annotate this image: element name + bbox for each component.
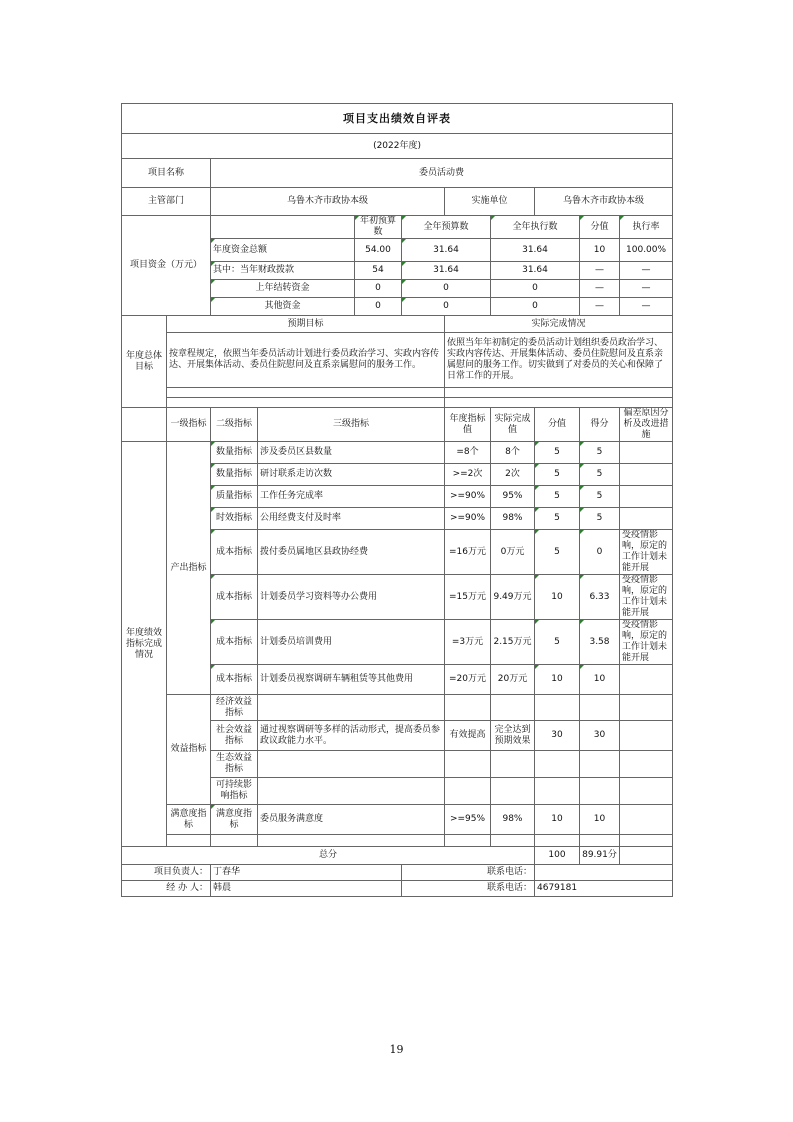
funds-cell: — xyxy=(620,280,673,298)
project-name: 委员活动费 xyxy=(211,159,673,188)
funds-cell: 0 xyxy=(402,298,491,316)
total-got: 89.91分 xyxy=(580,847,620,865)
score-value: 5 xyxy=(535,530,580,575)
ind-header-got: 得分 xyxy=(580,408,620,442)
phone-label: 联系电话： xyxy=(402,865,535,881)
funds-label: 项目资金（万元） xyxy=(122,216,211,316)
actual-value: 98% xyxy=(491,805,535,835)
actual-value xyxy=(491,695,535,721)
funds-header-exec: 全年执行数 xyxy=(491,216,580,239)
l2-label: 满意度指标 xyxy=(211,805,258,835)
target-value: >=95% xyxy=(445,805,491,835)
l3-label: 涉及委员区县数量 xyxy=(258,442,445,464)
impl-unit-value: 乌鲁木齐市政协本级 xyxy=(535,188,673,216)
l2-label: 可持续影响指标 xyxy=(211,778,258,805)
funds-cell: 0 xyxy=(491,280,580,298)
actual-value xyxy=(491,778,535,805)
actual-value: 2.15万元 xyxy=(491,620,535,665)
got-value: 3.58 xyxy=(580,620,620,665)
funds-header-full: 全年预算数 xyxy=(402,216,491,239)
got-value xyxy=(580,695,620,721)
evaluation-sheet xyxy=(121,103,672,893)
funds-cell: — xyxy=(580,298,620,316)
funds-cell: — xyxy=(620,298,673,316)
l2-label: 数量指标 xyxy=(211,464,258,486)
got-value: 5 xyxy=(580,442,620,464)
l3-label: 研讨联系走访次数 xyxy=(258,464,445,486)
funds-row-label: 其他资金 xyxy=(211,298,355,316)
expected-goal-text: 按章程规定，依照当年委员活动计划进行委员政治学习、实政内容传达、开展集体活动、委员住院慰问及直系亲属慰问的服务工作。 xyxy=(167,333,445,388)
funds-cell: 31.64 xyxy=(402,262,491,280)
deviation-note xyxy=(620,805,673,835)
got-value: 10 xyxy=(580,665,620,695)
target-value: >=90% xyxy=(445,508,491,530)
funds-cell: 31.64 xyxy=(491,262,580,280)
l2-label: 成本指标 xyxy=(211,620,258,665)
funds-row-label: 年度资金总额 xyxy=(211,239,355,262)
target-value xyxy=(445,751,491,778)
funds-cell: 54.00 xyxy=(355,239,402,262)
l2-label: 生态效益指标 xyxy=(211,751,258,778)
phone2-value: 4679181 xyxy=(535,881,673,897)
benefit-indicator-label: 效益指标 xyxy=(167,695,211,805)
l2-label: 成本指标 xyxy=(211,530,258,575)
handler-name: 韩晨 xyxy=(211,881,402,897)
funds-cell: 54 xyxy=(355,262,402,280)
l3-label xyxy=(258,695,445,721)
funds-row-label: 其中：当年财政拨款 xyxy=(211,262,355,280)
dept-value: 乌鲁木齐市政协本级 xyxy=(211,188,445,216)
target-value xyxy=(445,695,491,721)
ind-header-target: 年度指标值 xyxy=(445,408,491,442)
got-value: 5 xyxy=(580,486,620,508)
project-name-label: 项目名称 xyxy=(122,159,211,188)
l2-label: 经济效益指标 xyxy=(211,695,258,721)
got-value: 0 xyxy=(580,530,620,575)
satisfaction-indicator-label: 满意度指标 xyxy=(167,805,211,835)
ind-header-actual: 实际完成值 xyxy=(491,408,535,442)
actual-value: 完全达到预期效果 xyxy=(491,721,535,751)
deviation-note xyxy=(620,508,673,530)
actual-value: 2次 xyxy=(491,464,535,486)
funds-cell: — xyxy=(580,280,620,298)
funds-row-label: 上年结转资金 xyxy=(211,280,355,298)
l3-label: 计划委员视察调研车辆租赁等其他费用 xyxy=(258,665,445,695)
got-value: 5 xyxy=(580,508,620,530)
funds-cell: — xyxy=(580,262,620,280)
deviation-note xyxy=(620,486,673,508)
got-value: 5 xyxy=(580,464,620,486)
phone-value xyxy=(535,865,673,881)
got-value: 10 xyxy=(580,805,620,835)
l2-label: 时效指标 xyxy=(211,508,258,530)
funds-cell: 0 xyxy=(491,298,580,316)
funds-cell: — xyxy=(620,262,673,280)
target-value: >=90% xyxy=(445,486,491,508)
actual-value: 95% xyxy=(491,486,535,508)
output-indicator-label: 产出指标 xyxy=(167,442,211,695)
total-label: 总分 xyxy=(122,847,535,865)
target-value: 有效提高 xyxy=(445,721,491,751)
target-value: =8个 xyxy=(445,442,491,464)
ind-header-note: 偏差原因分析及改进措施 xyxy=(620,408,673,442)
target-value: =3万元 xyxy=(445,620,491,665)
page-number: 19 xyxy=(389,1043,404,1056)
actual-value: 20万元 xyxy=(491,665,535,695)
score-value xyxy=(535,751,580,778)
l3-label: 工作任务完成率 xyxy=(258,486,445,508)
expected-goal-label: 预期目标 xyxy=(167,316,445,333)
funds-cell: 31.64 xyxy=(402,239,491,262)
actual-value: 8个 xyxy=(491,442,535,464)
form-title: 项目支出绩效自评表 xyxy=(122,104,673,134)
score-value: 10 xyxy=(535,805,580,835)
actual-value: 0万元 xyxy=(491,530,535,575)
got-value: 30 xyxy=(580,721,620,751)
score-value: 10 xyxy=(535,665,580,695)
score-value: 5 xyxy=(535,442,580,464)
dept-label: 主管部门 xyxy=(122,188,211,216)
score-value: 5 xyxy=(535,620,580,665)
funds-cell: 100.00% xyxy=(620,239,673,262)
funds-cell: 0 xyxy=(355,280,402,298)
score-value: 5 xyxy=(535,508,580,530)
actual-value: 98% xyxy=(491,508,535,530)
l3-label: 通过视察调研等多样的活动形式，提高委员参政议政能力水平。 xyxy=(258,721,445,751)
deviation-note: 受疫情影响，原定的工作计划未能开展 xyxy=(620,575,673,620)
deviation-note xyxy=(620,751,673,778)
actual-result-label: 实际完成情况 xyxy=(445,316,673,333)
total-score: 100 xyxy=(535,847,580,865)
evaluation-table xyxy=(121,103,673,897)
target-value: >=2次 xyxy=(445,464,491,486)
l3-label: 公用经费支付及时率 xyxy=(258,508,445,530)
target-value: =20万元 xyxy=(445,665,491,695)
deviation-note xyxy=(620,665,673,695)
deviation-note xyxy=(620,778,673,805)
ind-header-l1: 一级指标 xyxy=(167,408,211,442)
leader-name: 丁春华 xyxy=(211,865,402,881)
deviation-note: 受疫情影响，原定的工作计划未能开展 xyxy=(620,620,673,665)
ind-header-l3: 三级指标 xyxy=(258,408,445,442)
score-value: 10 xyxy=(535,575,580,620)
funds-cell: 0 xyxy=(355,298,402,316)
score-value: 5 xyxy=(535,464,580,486)
l3-label: 拨付委员属地区县政协经费 xyxy=(258,530,445,575)
l3-label: 委员服务满意度 xyxy=(258,805,445,835)
got-value xyxy=(580,751,620,778)
l3-label xyxy=(258,751,445,778)
deviation-note xyxy=(620,695,673,721)
target-value: =15万元 xyxy=(445,575,491,620)
got-value xyxy=(580,778,620,805)
annual-goal-label: 年度总体目标 xyxy=(122,316,167,408)
funds-header-initial: 年初预算数 xyxy=(355,216,402,239)
funds-cell: 31.64 xyxy=(491,239,580,262)
score-value xyxy=(535,778,580,805)
l2-label: 数量指标 xyxy=(211,442,258,464)
l3-label: 计划委员学习资料等办公费用 xyxy=(258,575,445,620)
performance-section-label: 年度绩效指标完成情况 xyxy=(122,442,167,847)
l3-label: 计划委员培训费用 xyxy=(258,620,445,665)
l3-label xyxy=(258,778,445,805)
funds-header-rate: 执行率 xyxy=(620,216,673,239)
score-value: 5 xyxy=(535,486,580,508)
target-value: =16万元 xyxy=(445,530,491,575)
actual-value: 9.49万元 xyxy=(491,575,535,620)
leader-label: 项目负责人： xyxy=(122,865,211,881)
l2-label: 质量指标 xyxy=(211,486,258,508)
phone2-label: 联系电话： xyxy=(402,881,535,897)
deviation-note xyxy=(620,721,673,751)
form-year: (2022年度) xyxy=(122,134,673,159)
deviation-note: 受疫情影响，原定的工作计划未能开展 xyxy=(620,530,673,575)
deviation-note xyxy=(620,442,673,464)
actual-result-text: 依照当年年初制定的委员活动计划组织委员政治学习、实政内容传达、开展集体活动、委员住院慰问及直系亲属慰问的服务工作。切实做到了对委员的关心和保障了日常工作的开展。 xyxy=(445,333,673,388)
deviation-note xyxy=(620,464,673,486)
handler-label: 经 办 人： xyxy=(122,881,211,897)
got-value: 6.33 xyxy=(580,575,620,620)
ind-header-l2: 二级指标 xyxy=(211,408,258,442)
impl-unit-label: 实施单位 xyxy=(445,188,535,216)
funds-header-score: 分值 xyxy=(580,216,620,239)
score-value xyxy=(535,695,580,721)
funds-cell: 0 xyxy=(402,280,491,298)
l2-label: 社会效益指标 xyxy=(211,721,258,751)
funds-cell: 10 xyxy=(580,239,620,262)
l2-label: 成本指标 xyxy=(211,665,258,695)
ind-header-score: 分值 xyxy=(535,408,580,442)
l2-label: 成本指标 xyxy=(211,575,258,620)
funds-header-blank xyxy=(211,216,355,239)
score-value: 30 xyxy=(535,721,580,751)
target-value xyxy=(445,778,491,805)
actual-value xyxy=(491,751,535,778)
